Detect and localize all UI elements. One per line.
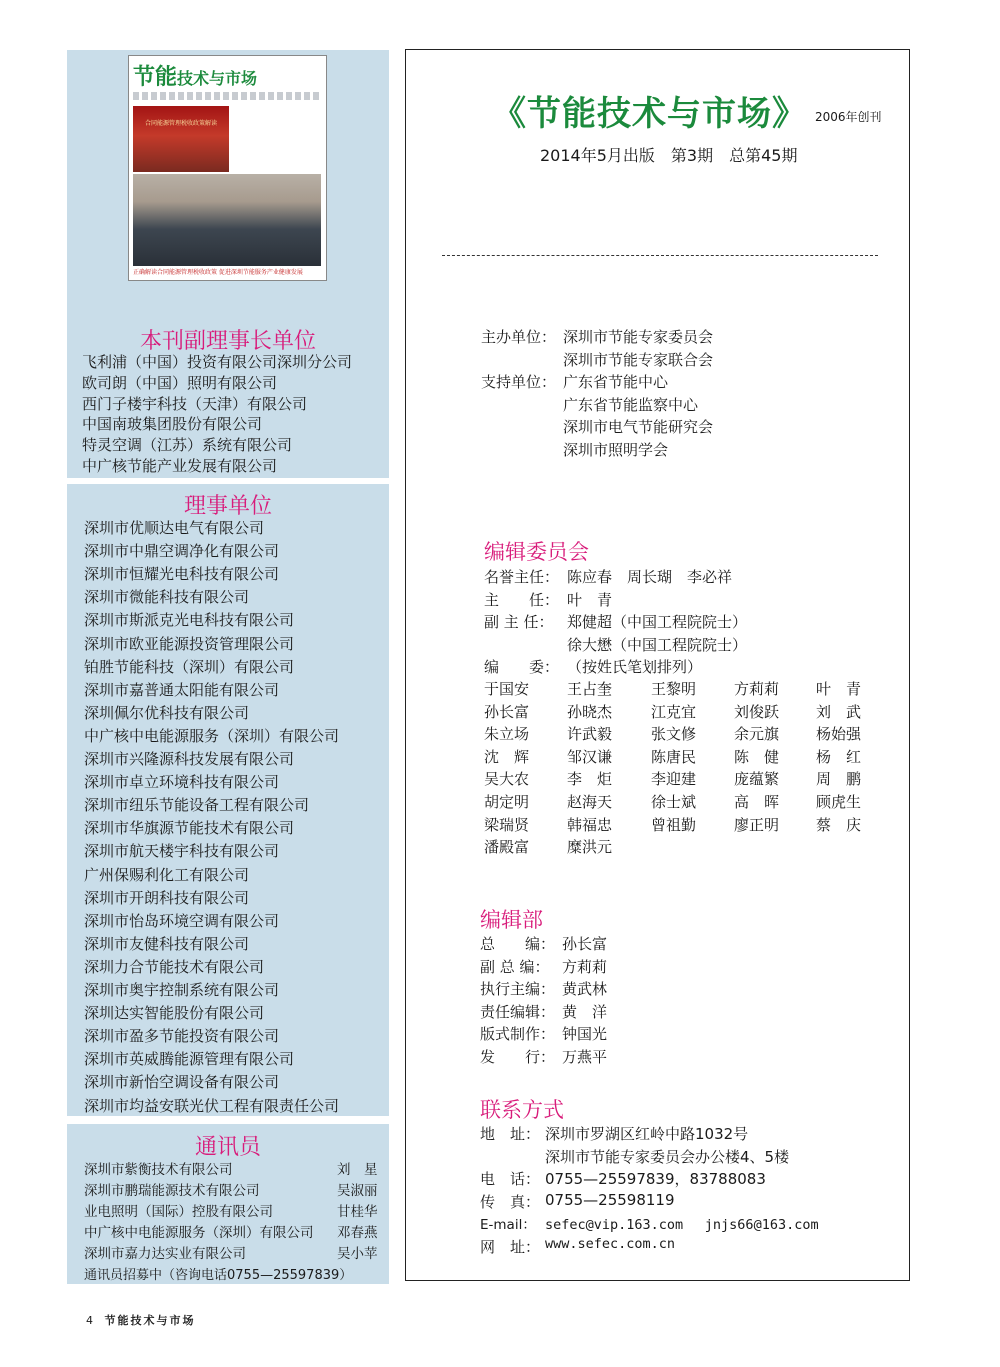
board-member: 王黎明 (651, 680, 697, 698)
correspondent-name: 吴淑丽 (337, 1183, 378, 1199)
contact-value: 深圳市罗湖区红岭中路1032号 (545, 1125, 749, 1143)
contact-label: E-mail： (480, 1217, 536, 1234)
board-role-value: 陈应春 周长瑚 李必祥 (567, 568, 733, 586)
board-member: 梁瑞贤 (484, 815, 530, 834)
dept-role-value: 万燕平 (562, 1048, 608, 1066)
board-member: 王占奎 (567, 680, 613, 698)
contact-value: www.sefec.com.cn (545, 1236, 676, 1252)
council-unit-item: 深圳市恒耀光电科技有限公司 (84, 565, 280, 584)
board-member: 韩福忠 (567, 815, 613, 834)
sponsor-value: 深圳市节能专家委员会 (563, 328, 714, 346)
board-member: 糜洪元 (567, 838, 613, 857)
board-member: 庞蕴繁 (734, 770, 780, 789)
cover-banner: 正确解读合同能源管理税收政策 促进深圳节能服务产业健康发展 (133, 269, 303, 276)
contact-label: 电 话： (480, 1170, 541, 1189)
footer-title: 节能技术与市场 (104, 1314, 196, 1327)
dept-role-label: 执行主编： (480, 980, 556, 999)
vp-unit-item: 飞利浦（中国）投资有限公司深圳分公司 (82, 353, 353, 371)
council-unit-item: 深圳市纽乐节能设备工程有限公司 (84, 796, 310, 815)
sponsor-value: 深圳市节能专家联合会 (563, 350, 714, 369)
masthead-founded: 2006年创刊 (815, 110, 882, 124)
correspondent-name: 邓春燕 (337, 1225, 378, 1241)
contact-value: 0755—25598119 (545, 1190, 675, 1209)
correspondent-company: 中广核中电能源服务（深圳）有限公司 (84, 1225, 314, 1241)
board-member: 刘俊跃 (734, 702, 780, 721)
board-member: 徐士斌 (651, 793, 697, 811)
correspondent-company: 深圳市鹏瑞能源技术有限公司 (84, 1183, 260, 1199)
dashed-divider (442, 255, 878, 256)
cover-strip (133, 92, 321, 100)
board-member: 于国安 (484, 680, 530, 698)
contact-value: 0755—25597839，83788083 (545, 1170, 766, 1189)
vp-unit-item: 特灵空调（江苏）系统有限公司 (82, 436, 293, 455)
board-member: 沈 辉 (484, 747, 530, 766)
board-member: 方莉莉 (734, 680, 780, 698)
board-member: 张文修 (651, 725, 697, 744)
vp-unit-item: 中国南玻集团股份有限公司 (82, 415, 263, 434)
board-member: 孙长富 (484, 702, 530, 721)
vp-unit-item: 中广核节能产业发展有限公司 (82, 457, 278, 475)
dept-role-value: 孙长富 (562, 935, 608, 953)
contact-label: 网 址： (480, 1238, 541, 1256)
correspondent-company: 业电照明（国际）控股有限公司 (84, 1204, 273, 1220)
board-member: 廖正明 (734, 815, 780, 834)
correspondent-company: 深圳市紫衡技术有限公司 (84, 1162, 233, 1178)
cover-image (128, 55, 327, 281)
board-member: 曾祖勤 (651, 815, 697, 834)
board-member: 杨 红 (816, 747, 862, 766)
council-unit-item: 深圳市友健科技有限公司 (84, 934, 250, 953)
dept-role-value: 方莉莉 (562, 957, 608, 976)
board-member: 顾虎生 (816, 793, 862, 811)
council-unit-item: 深圳市奥宇控制系统有限公司 (84, 981, 280, 999)
masthead-issue: 2014年5月出版 第3期 总第45期 (540, 146, 798, 165)
vp-units-heading: 本刊副理事长单位 (139, 329, 316, 354)
correspondent-name: 吴小苹 (337, 1246, 378, 1262)
council-unit-item: 深圳市兴隆源科技发展有限公司 (84, 750, 295, 768)
council-unit-item: 深圳市中鼎空调净化有限公司 (84, 542, 280, 561)
council-unit-item: 深圳市斯派克光电科技有限公司 (84, 611, 295, 630)
board-role-value: 郑健超（中国工程院院士） (567, 613, 748, 631)
dept-role-label: 总 编： (480, 935, 556, 953)
dept-role-value: 黄武林 (562, 980, 608, 999)
board-role-label: 副 主 任： (484, 613, 554, 631)
board-member: 李 炬 (567, 770, 613, 789)
council-unit-item: 深圳市新怡空调设备有限公司 (84, 1073, 280, 1092)
board-role-value: 徐大懋（中国工程院院士） (567, 635, 748, 654)
council-unit-item: 深圳市开朗科技有限公司 (84, 888, 250, 907)
council-unit-item: 深圳市盈多节能投资有限公司 (84, 1027, 280, 1046)
vp-unit-item: 西门子楼宇科技（天津）有限公司 (82, 394, 308, 413)
contact-label: 地 址： (480, 1125, 541, 1143)
sponsor-value: 深圳市照明学会 (563, 441, 669, 459)
board-role-label: 编 委： (484, 658, 560, 676)
council-unit-item: 深圳市航天楼宇科技有限公司 (84, 842, 280, 861)
board-member: 吴大农 (484, 770, 530, 789)
council-unit-item: 深圳市怡岛环境空调有限公司 (84, 911, 280, 930)
correspondent-name: 刘 星 (337, 1162, 378, 1178)
contact-label: 传 真： (480, 1192, 541, 1211)
dept-role-label: 发 行： (480, 1048, 556, 1066)
cover-logo: 节能技术与市场 (133, 64, 258, 90)
council-units-heading: 理事单位 (183, 494, 272, 519)
contact-value: 深圳市节能专家委员会办公楼4、5楼 (545, 1147, 790, 1166)
council-unit-item: 深圳市英威腾能源管理有限公司 (84, 1050, 295, 1069)
vp-unit-item: 欧司朗（中国）照明有限公司 (82, 373, 278, 392)
board-member: 许武毅 (567, 725, 613, 744)
dept-role-label: 副 总 编： (480, 957, 550, 976)
board-role-label: 名誉主任： (484, 568, 560, 586)
board-member: 孙晓杰 (567, 702, 613, 721)
council-unit-item: 铂胜节能科技（深圳）有限公司 (84, 657, 295, 676)
board-role-label: 主 任： (484, 590, 560, 609)
cover-inner-banner: 合同能源管理税收政策解读 (144, 120, 217, 127)
council-unit-item: 广州保赐利化工有限公司 (84, 865, 250, 884)
sponsor-label: 支持单位： (481, 373, 557, 392)
board-member: 陈 健 (734, 747, 780, 766)
editorial-board-heading: 编辑委员会 (484, 540, 589, 564)
board-member: 陈唐民 (651, 747, 697, 766)
council-unit-item: 深圳市嘉普通太阳能有限公司 (84, 680, 280, 699)
council-unit-item: 深圳市优顺达电气有限公司 (84, 519, 265, 537)
contact-heading: 联系方式 (480, 1098, 564, 1122)
council-unit-item: 深圳市卓立环境科技有限公司 (84, 773, 280, 792)
sponsor-value: 广东省节能中心 (563, 373, 669, 392)
board-member: 刘 武 (816, 702, 862, 721)
sponsor-label: 主办单位： (481, 328, 557, 346)
sponsor-value: 广东省节能监察中心 (563, 395, 699, 414)
council-unit-item: 深圳力合节能技术有限公司 (84, 957, 265, 976)
council-unit-item: 深圳市欧亚能源投资管理限公司 (84, 634, 295, 653)
dept-role-label: 版式制作： (480, 1025, 556, 1044)
correspondent-company: 深圳市嘉力达实业有限公司 (84, 1246, 246, 1262)
board-member: 周 鹏 (816, 770, 862, 789)
board-member: 余元旗 (734, 725, 780, 744)
footer (86, 1312, 196, 1328)
cover-photo-top (133, 106, 229, 172)
page-number: 4 (86, 1314, 93, 1327)
board-member: 潘殿富 (484, 838, 530, 857)
board-member: 江克宜 (651, 702, 697, 721)
correspondent-name: 甘桂华 (337, 1204, 378, 1220)
council-unit-item: 深圳市微能科技有限公司 (84, 588, 250, 607)
board-member: 杨始强 (816, 725, 862, 744)
dept-role-value: 钟国光 (562, 1025, 608, 1044)
contact-value: sefec@vip.163.com jnjs66@163.com (545, 1217, 819, 1234)
dept-role-label: 责任编辑： (480, 1002, 556, 1021)
council-unit-item: 深圳佩尔优科技有限公司 (84, 703, 250, 722)
correspondents-heading: 通讯员 (194, 1135, 261, 1160)
board-member: 李迎建 (651, 770, 697, 789)
board-member: 朱立场 (484, 725, 530, 744)
correspondents-recruit: 通讯员招募中（咨询电话0755—25597839） (84, 1268, 353, 1283)
board-member: 邹汉谦 (567, 747, 613, 766)
council-unit-item: 深圳达实智能股份有限公司 (84, 1004, 265, 1023)
board-member: 胡定明 (484, 793, 530, 811)
board-role-value: （按姓氏笔划排列） (567, 658, 703, 676)
board-member: 赵海天 (567, 793, 613, 811)
editorial-dept-heading: 编辑部 (480, 908, 543, 932)
board-member: 叶 青 (816, 680, 862, 698)
council-unit-item: 中广核中电能源服务（深圳）有限公司 (84, 726, 340, 745)
sponsor-value: 深圳市电气节能研究会 (563, 418, 714, 437)
board-role-value: 叶 青 (567, 590, 613, 609)
masthead-title: 《节能技术与市场》 (492, 94, 807, 134)
board-member: 高 晖 (734, 793, 780, 811)
dept-role-value: 黄 洋 (562, 1002, 608, 1021)
council-unit-item: 深圳市均益安联光伏工程有限责任公司 (84, 1096, 340, 1115)
council-unit-item: 深圳市华旗源节能技术有限公司 (84, 819, 295, 838)
cover-photo-hall (133, 174, 321, 266)
board-member: 蔡 庆 (816, 815, 862, 834)
